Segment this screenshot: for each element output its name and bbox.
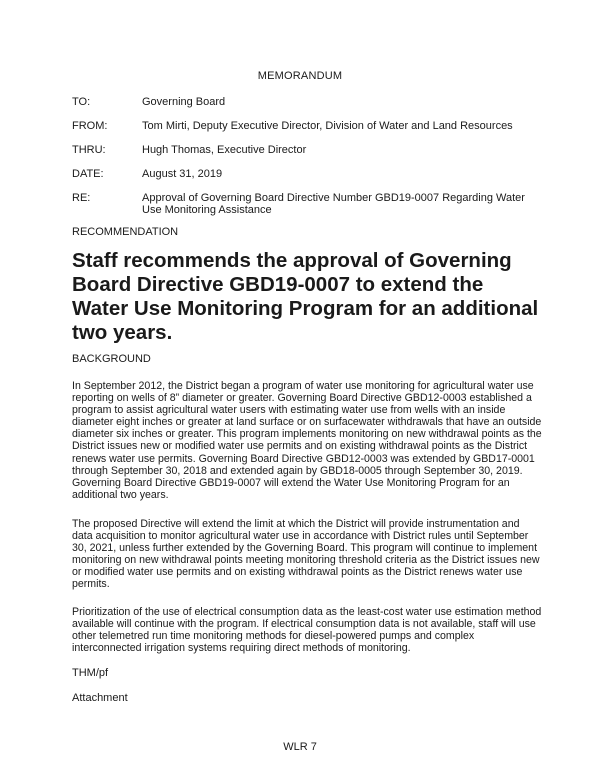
recommendation-text: Staff recommends the approval of Governing Board Directive GBD19-0007 to extend the Water Use Monitoring Program for an additional two years. [72, 249, 539, 344]
recommendation-heading: RECOMMENDATION [72, 226, 179, 238]
re-value: Approval of Governing Board Directive Number GBD19-0007 Regarding Water Use Monitoring Assistance [142, 192, 525, 216]
background-paragraph-2: The proposed Directive will extend the limit at which the District will provide instrumentation and data acquisition to monitor agricultural water use in accordance with District rules until September 30, 2021, unless further extended by the Governing Board. This program will continue to implement monitoring on new withdrawal points meeting monitoring threshold criteria as the District issues new or modified water use permits and on existing withdrawal points as the District renews water use permits. [72, 518, 540, 591]
date-value: August 31, 2019 [142, 168, 223, 180]
from-value: Tom Mirti, Deputy Executive Director, Division of Water and Land Resources [142, 120, 513, 132]
background-paragraph-3: Prioritization of the use of electrical consumption data as the least-cost water use estimation method available will continue with the program. If electrical consumption data is not available, staff will use other telemetred run time monitoring methods for diesel-powered pumps and complex interconnected irrigation systems requiring direct methods of monitoring. [72, 606, 542, 655]
re-label: RE: [72, 192, 91, 204]
background-heading: BACKGROUND [72, 353, 151, 365]
page-code: WLR 7 [283, 741, 317, 753]
date-label: DATE: [72, 168, 104, 180]
thru-value: Hugh Thomas, Executive Director [142, 144, 307, 156]
to-value: Governing Board [142, 96, 226, 108]
author-initials: THM/pf [72, 667, 109, 679]
attachment-label: Attachment [72, 692, 128, 704]
to-label: TO: [72, 96, 91, 108]
background-paragraph-1: In September 2012, the District began a program of water use monitoring for agricultural water use reporting on wells of 8” diameter or greater. Governing Board Directive GBD12-0003 established a program to assist agricultural water users with estimating water use from wells with an inside diameter eight inches or greater at land surface or on surfacewater withdrawals that have an outside diameter six inches or greater. This program implements monitoring on new withdrawal points as the District issues new or modified water use permits and on existing withdrawal points as the District renews water use permits. Governing Board Directive GBD12-0003 was extended by GBD17-0001 through September 30, 2018 and extended again by GBD18-0005 through September 30, 2019. Governing Board Directive GBD19-0007 will extend the Water Use Monitoring Program for an additional two years. [72, 380, 542, 501]
memo-title: MEMORANDUM [257, 70, 343, 82]
from-label: FROM: [72, 120, 108, 132]
thru-label: THRU: [72, 144, 106, 156]
